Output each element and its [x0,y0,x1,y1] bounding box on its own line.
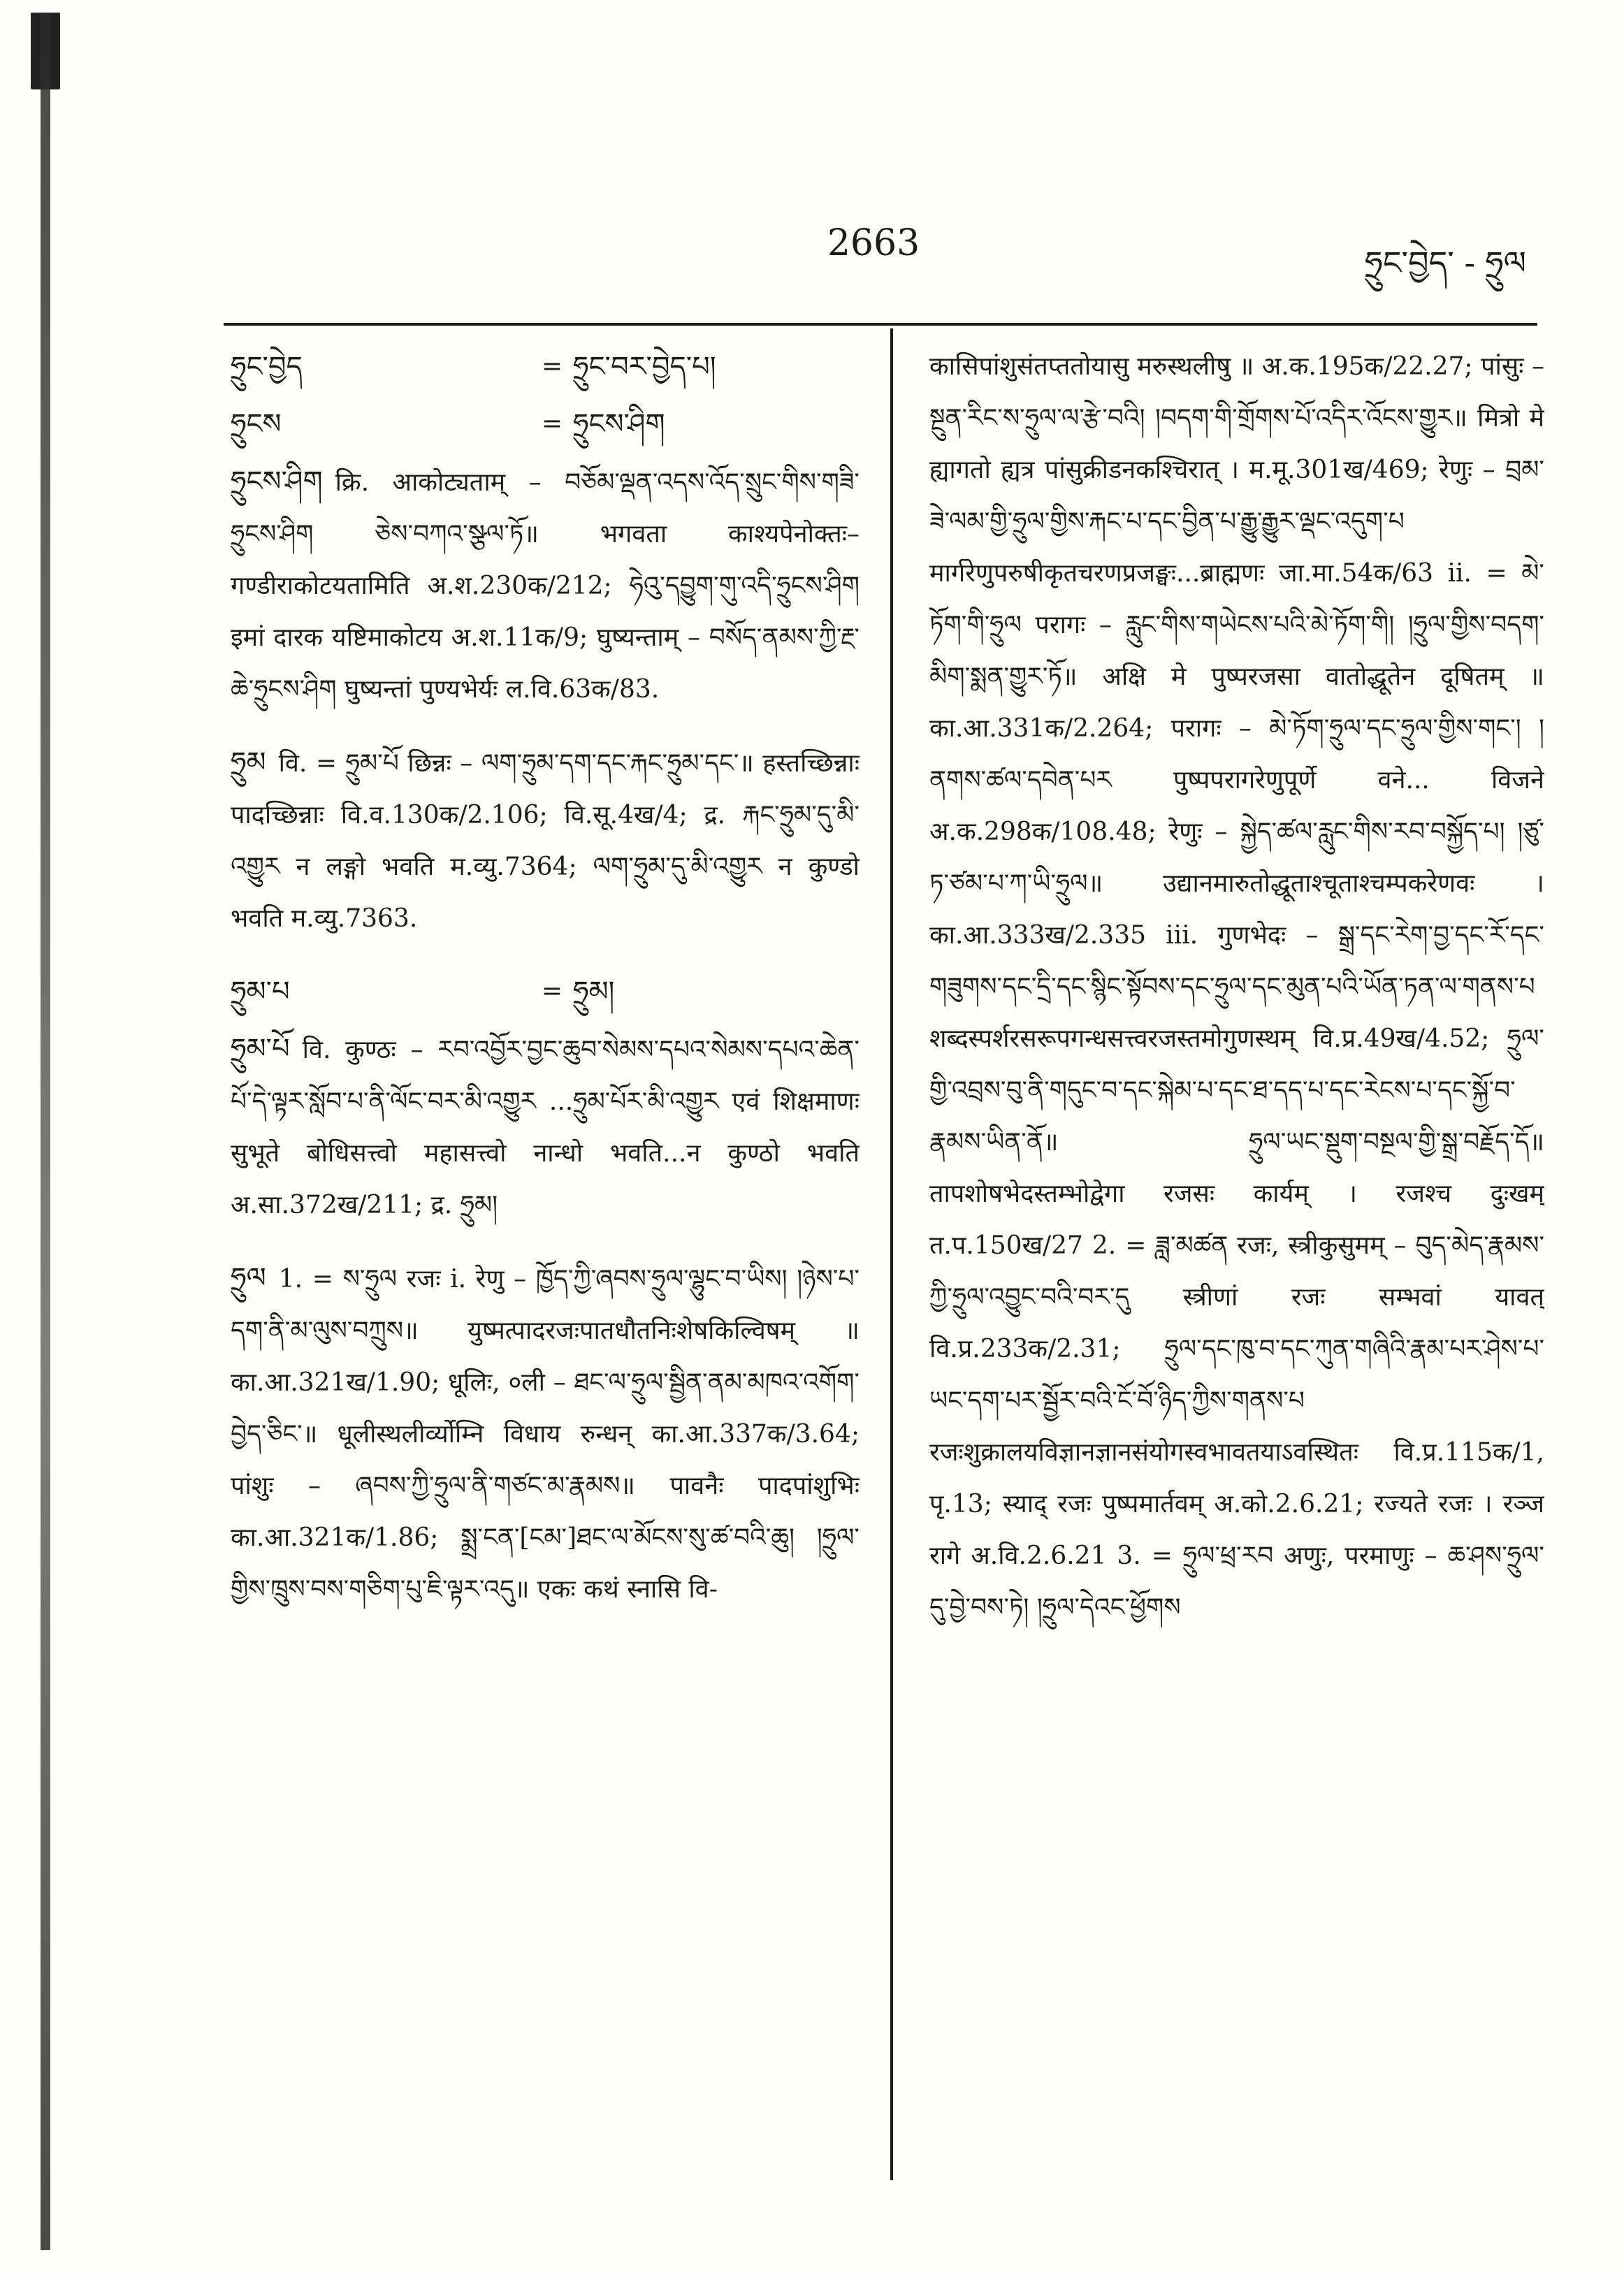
headword: ཧྲུམ [231,746,266,778]
xref-entry [231,341,860,393]
right-column [929,341,1544,2200]
headword: ཧྲུམ་པ [231,976,290,1008]
equals-sign: = [541,352,563,381]
column-divider [890,328,893,2180]
page-number: 2663 [827,222,920,264]
equals-sign: = [541,409,563,438]
entry-body: क्रि. आकोट्यताम् – བཅོམ་ལྡན་འདས་འོད་སྲུང་གིས་གཟི་ཧྲུངས་ཤིག ཅེས་བཀའ་སྩལ་ཏོ॥ भगवता काश्यपेनोक्तः–गण्डीराकोटयतामिति अ.श.230क/212; ཧེའུ་དབྱུག་གུ་འདི་ཧྲུངས་ཤིག इमां दारक यष्टिमाकोटय अ.श.11क/9; घुष्यन्ताम् – བསོད་ནམས་ཀྱི་རྔ་ཆེ་ཧྲུངས་ཤིག घुष्यन्तां पुण्यभेर्यः ल.वि.63क/83. [231,468,860,704]
xref-entry [231,398,860,450]
entry-body: वि. = ཧྲུམ་པོ छिन्नः – ལག་ཧྲུམ་དག་དང་རྐང་ཧྲུམ་དང་॥ हस्तच्छिन्नाः पादच्छिन्नाः वि.व.130क/2.106; वि.सू.4ख/4; द्र. རྐང་ཧྲུམ་དུ་མི་འགྱུར न लङ्गो भवति म.व्यु.7364; ལག་ཧྲུམ་དུ་མི་འགྱུར न कुण्डो भवति म.व्यु.7363. [231,749,860,933]
xref-entry [231,966,860,1017]
left-column [231,341,860,2200]
entry-body: 1. = ས་ཧྲུལ रजः i. रेणु – ཁྱོད་ཀྱི་ཞབས་ཧྲུལ་ལྷུང་བ་ཡིས། །ཉེས་པ་དག་ནི་མ་ལུས་བཀྲུས॥ युष्मत्पादरजःपातधौतनिःशेषकिल्विषम् ॥ का.आ.321ख/1.90; धूलिः, ०ली – ཐང་ལ་ཧྲུལ་སྦྱིན་ནམ་མཁའ་འགོག་བྱེད་ཅིང་॥ धूलीस्थलीर्व्योम्नि विधाय रुन्धन् का.आ.337क/3.64; पांशुः – ཞབས་ཀྱི་ཧྲུལ་ནི་གཙང་མ་རྣམས॥ पावनैः पादपांशुभिः का.आ.321क/1.86; སྨྲ་ངན་[ངམ་]ཐང་ལ་མོངས་སུ་ཚ་བའི་ཆུ། །ཧྲུལ་གྱིས་ཁྲུས་བས་གཅིག་པུ་ཇི་ལྟར་འདུ॥ एकः कथं स्नासि वि- [231,1265,860,1604]
running-head: ཧྲུང་བྱེད་ - ཧྲུལ [1365,244,1526,282]
dictionary-entry [231,456,860,716]
dictionary-entry-continued [929,341,1544,1634]
dictionary-entry [231,737,860,945]
xref-target: ཧྲུངས་ཤིག [573,408,665,440]
dictionary-entry [231,1252,860,1616]
entry-body: वि. कुण्ठः – རབ་འབྱོར་བྱང་ཆུབ་སེམས་དཔའ་སེམས་དཔའ་ཆེན་པོ་དེ་ལྟར་སློབ་པ་ནི་ལོང་བར་མི་འགྱུར ...ཧྲུམ་པོར་མི་འགྱུར एवं शिक्षमाणः सुभूते बोधिसत्त्वो महासत्त्वो नान्धो भवति...न कुण्ठो भवति अ.सा.372ख/211; द्र. ཧྲུམ། [231,1036,860,1219]
entry-body: कासिपांशुसंतप्ततोयासु मरुस्थलीषु ॥ अ.क.195क/22.27; पांसुः – སྔུན་རིང་ས་ཧྲུལ་ལ་རྩེ་བའི། །བདག་གི་གྲོགས་པོ་འདིར་འོངས་གྱུར॥ मित्रो मे ह्यागतो ह्यत्र पांसुक्रीडनकश्चिरात् । म.मू.301ख/469; रेणुः – བྲམ་ཟེ་ལམ་གྱི་ཧྲུལ་གྱིས་རྐང་པ་དང་བྱིན་པ་རྒྱུ་རྒྱུར་ལྡང་འདུག་པ मार्गरेणुपरुषीकृतचरणप्रजङ्घः...ब्राह्मणः जा.मा.54क/63 ii. = མེ་ཏོག་གི་ཧྲུལ परागः – རླུང་གིས་གཡེངས་པའི་མེ་ཏོག་གི། །ཧྲུལ་གྱིས་བདག་མིག་སྨན་གྱུར་ཏོ॥ अक्षि मे पुष्परजसा वातोद्धूतेन दूषितम् ॥ का.आ.331क/2.264; परागः – མེ་ཏོག་ཧྲུལ་དང་ཧྲུལ་གྱིས་གང་། །ནགས་ཚལ་དབེན་པར पुष्पपरागरेणुपूर्णे वने... विजने अ.क.298क/108.48; रेणुः – སྐྱེད་ཚལ་རླུང་གིས་རབ་བསྐྱོད་པ། །ཙུ་ཏ་ཙམ་པ་ཀ་ཡི་ཧྲུལ॥ उद्यानमारुतोद्धूताश्चूताश्चम्पकरेणवः । का.आ.333ख/2.335 iii. गुणभेदः – སྒྲ་དང་རེག་བྱ་དང་རོ་དང་གཟུགས་དང་དྲི་དང་སྙིང་སྟོབས་དང་ཧྲུལ་དང་མུན་པའི་ཡོན་ཏན་ལ་གནས་པ शब्दस्पर्शरसरूपगन्धसत्त्वरजस्तमोगुणस्थम् वि.प्र.49ख/4.52; ཧྲུལ་གྱི་འབྲས་བུ་ནི་གདུང་བ་དང་སྐེམ་པ་དང་ཐ་དད་པ་དང་རེངས་པ་དང་སྐྱོ་བ་རྣམས་ཡིན་ནོ॥ ཧྲུལ་ཡང་སྡུག་བསྔལ་གྱི་སྒྲ་བརྗོད་དོ॥ तापशोषभेदस्तम्भोद्वेगा रजसः कार्यम् । रजश्च दुःखम् त.प.150ख/27 2. = ཟླ་མཚན रजः, स्त्रीकुसुमम् – བུད་མེད་རྣམས་ཀྱི་ཧྲུལ་འབྱུང་བའི་བར་དུ स्त्रीणां रजः सम्भवां यावत् वि.प्र.233क/2.31; ཧྲུལ་དང་ཁུ་བ་དང་ཀུན་གཞིའི་རྣམ་པར་ཤེས་པ་ཡང་དག་པར་སྦྱོར་བའི་ངོ་བོ་ཉིད་ཀྱིས་གནས་པ रजःशुक्रालयविज्ञानज्ञानसंयोगस्वभावतयाऽवस्थितः वि.प्र.115क/1, पृ.13; स्याद् रजः पुष्पमार्तवम् अ.को.2.6.21; रज्यते रजः । रञ्ज रागे अ.वि.2.6.21 3. = ཧྲུལ་ཕྲ་རབ अणुः, परमाणुः – ཆ་ཤས་ཧྲུལ་དུ་བྱེ་བས་ཏེ། །ཧྲུལ་དེའང་ཕྱོགས [929,352,1544,1622]
headword: ཧྲུངས [231,408,282,440]
headword: ཧྲུམ་པོ [231,1033,290,1065]
headword: ཧྲུང་བྱེད [231,351,303,383]
headword: ཧྲུངས་ཤིག [231,465,323,498]
dictionary-entry [231,1023,860,1231]
headword: ཧྲུལ [231,1262,266,1294]
equals-sign: = [541,977,563,1006]
binding-edge [41,14,50,2250]
xref-target: ཧྲུམ། [573,976,615,1008]
xref-target: ཧྲུང་བར་བྱེད་པ། [573,351,716,383]
header-rule [224,323,1537,326]
